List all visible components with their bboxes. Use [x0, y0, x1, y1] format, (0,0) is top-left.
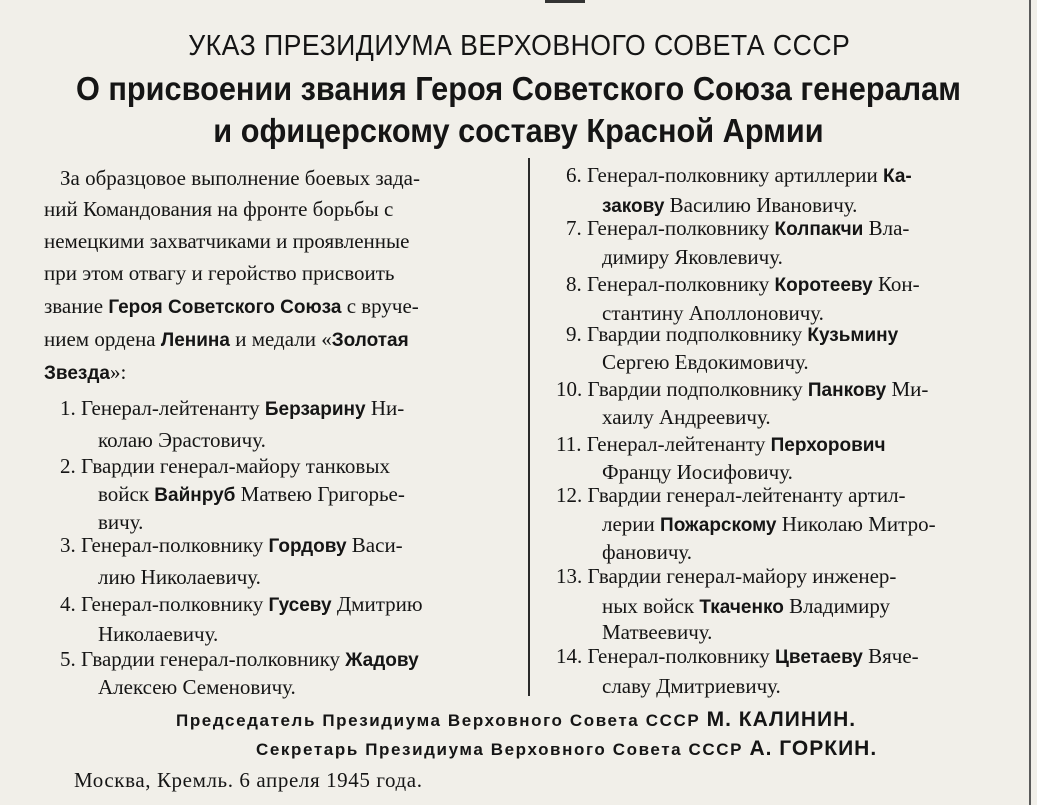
item-name-text: Сергею Евдокимовичу. [602, 350, 809, 374]
item-rank-text: Гвардии подполковнику [587, 322, 808, 346]
list-item [556, 644, 919, 668]
item-number: 14. [556, 644, 588, 668]
item-name-text: стантину Аполлоновичу. [602, 301, 824, 325]
intro-line-6 [44, 327, 409, 351]
item-number: 10. [556, 377, 588, 401]
secretary-title: Секретарь Президиума Верховного Совета СССР [256, 740, 744, 759]
chair-name: М. КАЛИНИН. [706, 708, 857, 731]
item-number: 4. [60, 592, 81, 616]
item-name-text: Матвею Григорье- [235, 482, 405, 506]
item-number: 9. [566, 322, 587, 346]
item-surname: Цветаеву [775, 647, 863, 668]
item-surname: Берзарину [264, 399, 366, 420]
list-item-continuation [602, 620, 712, 644]
list-item-continuation [602, 245, 783, 269]
item-name-text: Ми- [886, 377, 929, 401]
item-surname: Ка- [883, 166, 912, 187]
item-surname: Пожарскому [660, 515, 777, 536]
item-rank-text: Генерал-полковнику [587, 272, 775, 296]
item-number: 13. [556, 564, 588, 588]
item-number: 11. [556, 432, 587, 456]
item-name-text: Николаевичу. [98, 622, 219, 646]
list-item [60, 396, 404, 420]
intro-line-2: ний Командования на фронте борьбы с [44, 197, 394, 221]
item-name-text: Николаю Митро- [776, 512, 936, 536]
intro-line-7 [44, 360, 126, 384]
item-surname: Вайнруб [154, 485, 236, 506]
dateline: Москва, Кремль. 6 апреля 1945 года. [74, 768, 423, 792]
list-item-continuation [98, 675, 296, 699]
item-name-text: Вла- [863, 216, 910, 240]
item-name-text: фановичу. [602, 540, 693, 564]
item-rank-text: Гвардии генерал-лейтенанту артил- [587, 483, 906, 507]
list-item [556, 377, 928, 401]
item-name-text: Дмитрию [331, 592, 423, 616]
item-rank-text: Генерал-лейтенанту [586, 432, 771, 456]
list-item [566, 322, 898, 346]
intro-line-5 [44, 294, 419, 318]
intro-line-3: немецкими захватчиками и проявленные [44, 229, 410, 253]
item-number: 5. [60, 647, 81, 671]
award-name-star: Звезда [44, 363, 110, 384]
intro-text: »: [109, 360, 127, 384]
list-item-continuation [602, 350, 809, 374]
item-number: 1. [60, 396, 81, 420]
list-item-continuation [602, 594, 890, 618]
list-item [60, 454, 390, 478]
intro-text: нием ордена [44, 327, 161, 351]
item-number: 3. [60, 533, 81, 557]
list-item-continuation [602, 674, 781, 698]
item-name-text: лию Николаевичу. [98, 565, 261, 589]
item-name-text: вичу. [98, 510, 144, 534]
headline-line-1: О присвоении звания Героя Советского Союза генералам [75, 70, 961, 107]
intro-line-1: За образцовое выполнение боевых зада- [60, 166, 420, 190]
list-item-continuation [98, 565, 261, 589]
item-number: 12. [556, 483, 588, 507]
item-name-text: войск [98, 482, 155, 506]
top-rule [545, 0, 585, 3]
item-name-text: Матвеевичу. [602, 620, 713, 644]
list-item [566, 216, 909, 240]
item-surname: Ткаченко [699, 597, 784, 618]
item-surname: Гусеву [268, 595, 332, 616]
award-name-lenin: Ленина [160, 330, 230, 351]
award-name-hero: Героя Советского Союза [108, 297, 342, 318]
list-item-continuation [98, 622, 218, 646]
list-item [60, 533, 403, 557]
list-item-continuation [98, 482, 405, 506]
item-rank-text: Гвардии подполковнику [587, 377, 808, 401]
list-item [60, 647, 419, 671]
item-name-text: Васи- [346, 533, 403, 557]
list-item [60, 592, 423, 616]
item-rank-text: Генерал-полковнику [587, 644, 776, 668]
intro-text: и медали « [229, 327, 332, 351]
item-surname: Кузьмину [807, 325, 899, 346]
list-item [556, 483, 906, 507]
item-number: 6. [566, 163, 587, 187]
item-name-text: Францу Иосифовичу. [602, 460, 793, 484]
item-number: 8. [566, 272, 587, 296]
item-name-text: хаилу Андреевичу. [602, 405, 771, 429]
list-item [566, 272, 920, 296]
item-rank-text: Генерал-полковнику [587, 216, 775, 240]
item-rank-text: Гвардии генерал-майору инженер- [587, 564, 897, 588]
item-name-text: лерии [602, 512, 661, 536]
list-item [556, 564, 896, 588]
item-name-text: Кон- [872, 272, 920, 296]
item-rank-text: Гвардии генерал-полковнику [81, 647, 346, 671]
item-surname: Гордову [268, 536, 347, 557]
item-number: 2. [60, 454, 81, 478]
item-surname: закову [602, 196, 665, 217]
list-item [566, 163, 912, 187]
list-item-continuation [98, 510, 143, 534]
item-rank-text: Гвардии генерал-майору танковых [81, 454, 390, 478]
column-edge-rule [1029, 0, 1031, 805]
headline-line-2: и офицерскому составу Красной Армии [213, 112, 824, 149]
item-name-text: Владимиру [783, 594, 891, 618]
item-surname: Панкову [807, 380, 887, 401]
item-rank-text: Генерал-полковнику [81, 592, 269, 616]
item-surname: Перхорович [770, 435, 886, 456]
item-surname: Коротееву [774, 275, 873, 296]
award-name-gold-star: Золотая [331, 330, 409, 351]
item-number: 7. [566, 216, 587, 240]
intro-text: с вруче- [341, 294, 419, 318]
secretary-signature [256, 737, 877, 761]
chair-signature [176, 708, 856, 732]
column-divider [528, 158, 530, 696]
item-name-text: Алексею Семеновичу. [98, 675, 296, 699]
list-item-continuation [602, 405, 771, 429]
intro-line-4: при этом отвагу и геройство присвоить [44, 261, 395, 285]
item-name-text: Василию Ивановичу. [664, 193, 858, 217]
item-rank-text: Генерал-полковнику артиллерии [587, 163, 883, 187]
item-name-text: димиру Яковлевичу. [602, 245, 783, 269]
item-surname: Жадову [345, 650, 419, 671]
intro-text: звание [44, 294, 109, 318]
item-name-text: ных войск [602, 594, 700, 618]
item-rank-text: Генерал-лейтенанту [81, 396, 265, 420]
item-rank-text: Генерал-полковнику [81, 533, 269, 557]
list-item-continuation [98, 428, 266, 452]
item-surname: Колпакчи [774, 219, 864, 240]
secretary-name: А. ГОРКИН. [749, 737, 878, 760]
list-item [556, 432, 886, 456]
item-name-text: Ни- [365, 396, 405, 420]
list-item-continuation [602, 460, 793, 484]
list-item-continuation [602, 512, 936, 536]
chair-title: Председатель Президиума Верховного Совета СССР [176, 711, 701, 730]
item-name-text: колаю Эрастовичу. [98, 428, 266, 452]
item-name-text: Вяче- [862, 644, 919, 668]
decree-title: УКАЗ ПРЕЗИДИУМА ВЕРХОВНОГО СОВЕТА СССР [188, 30, 851, 62]
list-item-continuation [602, 193, 857, 217]
list-item-continuation [602, 540, 692, 564]
item-name-text: славу Дмитриевичу. [602, 674, 781, 698]
